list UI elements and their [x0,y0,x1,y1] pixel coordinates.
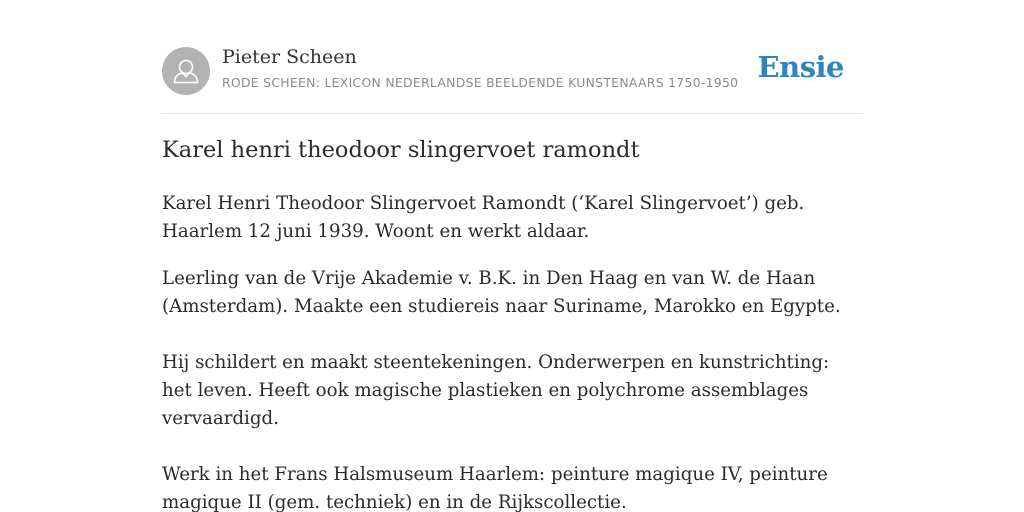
article-paragraph: Leerling van de Vrije Akademie v. B.K. in Den Haag en van W. de Haan (Amsterdam). Maakte een studiereis naar Suriname, Marokko en Egypte. [162,268,841,317]
source-lexicon[interactable]: RODE SCHEEN: LEXICON NEDERLANDSE BEELDENDE KUNSTENAARS 1750-1950 [222,75,739,90]
article-paragraph: Werk in het Frans Halsmuseum Haarlem: peinture magique IV, peinture magique II (gem. techniek) en in de Rijkscollectie. [162,464,828,512]
author-avatar[interactable] [162,47,210,95]
article-paragraph: Karel Henri Theodoor Slingervoet Ramondt (‘Karel Slingervoet’) geb. Haarlem 12 juni 1939. Woont en werkt aldaar. [162,193,805,242]
author-header [162,0,862,114]
page [162,0,862,512]
author-name[interactable]: Pieter Scheen [222,46,357,68]
article-paragraph: Hij schildert en maakt steentekeningen. Onderwerpen en kunstrichting: het leven. Heeft ook magische plastieken en polychrome assemblages vervaardigd. [162,352,830,429]
article-body [162,190,864,512]
article-title: Karel henri theodoor slingervoet ramondt [162,137,640,163]
user-silhouette-icon [162,47,210,95]
ensie-logo[interactable]: Ensie [757,50,844,84]
